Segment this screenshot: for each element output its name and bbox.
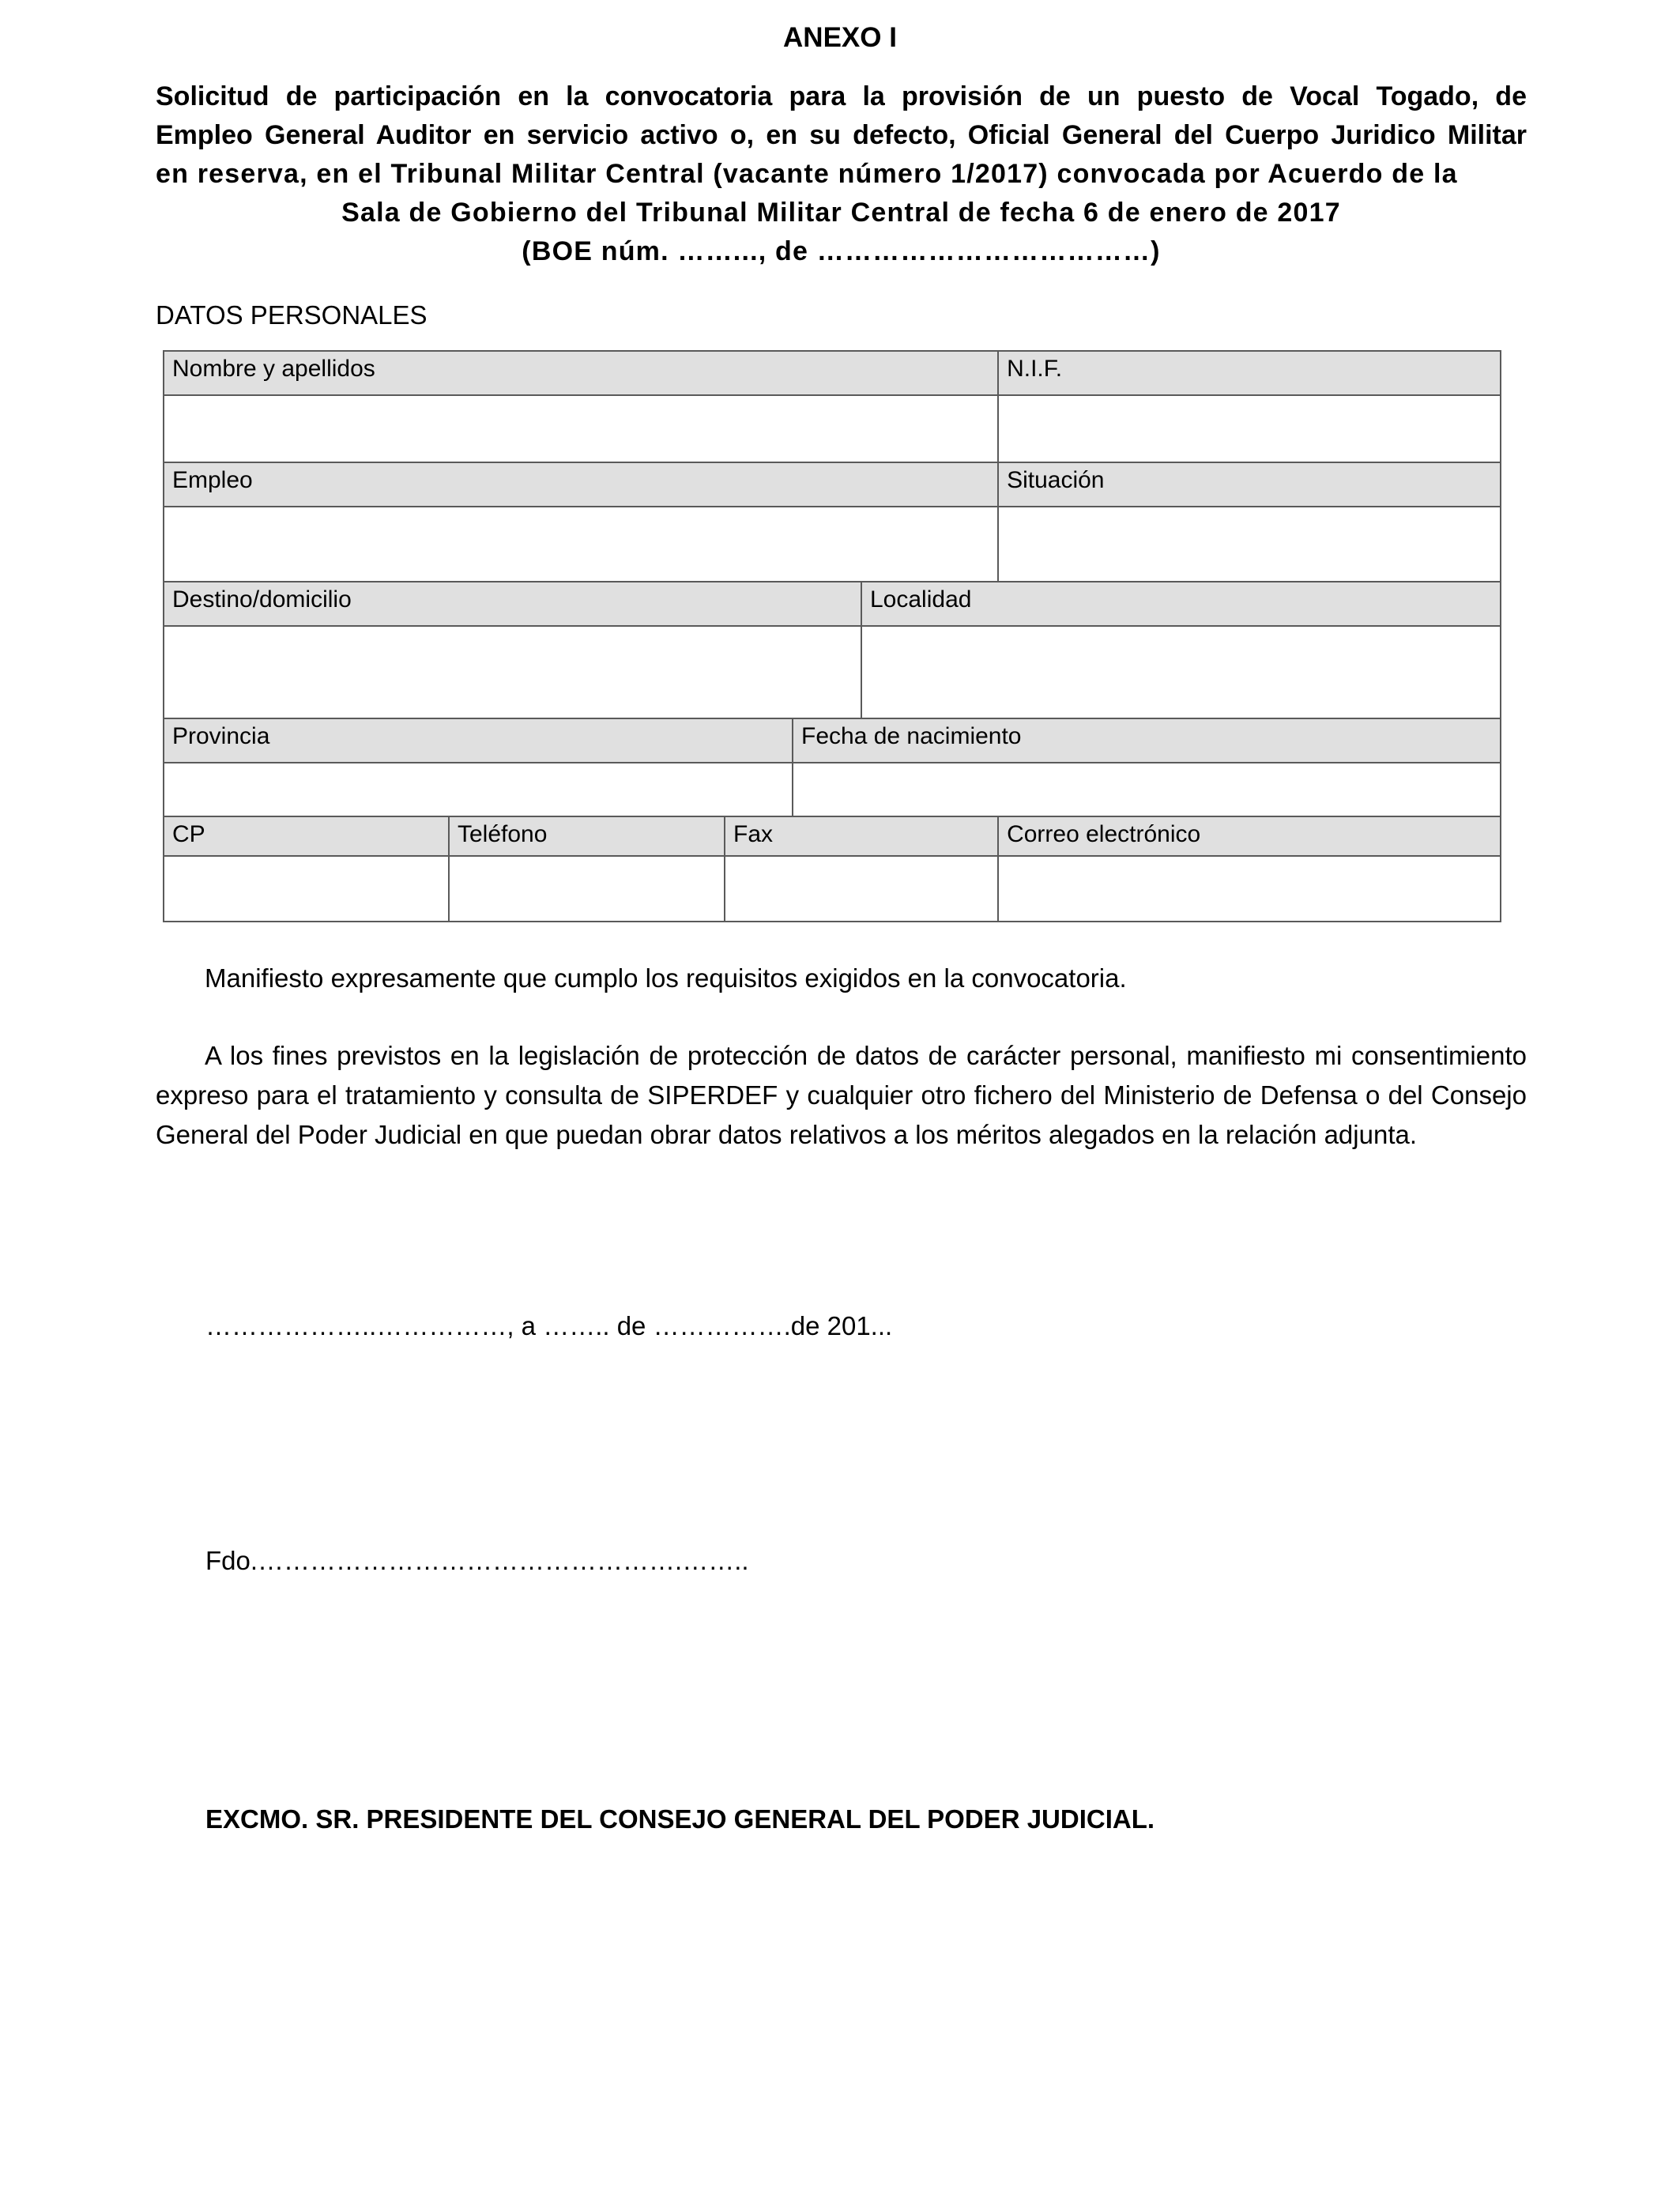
annex-title: ANEXO I xyxy=(783,22,897,53)
field-fax[interactable] xyxy=(725,856,998,922)
requirements-statement: Manifiesto expresamente que cumplo los requisitos exigidos en la convocatoria. xyxy=(205,963,1127,993)
application-heading xyxy=(156,77,1527,271)
heading-line-1: Solicitud de participación en la convocatoria para la provisión de un puesto de Vocal Togado, de xyxy=(156,81,1527,111)
label-destino-domicilio: Destino/domicilio xyxy=(164,582,861,626)
field-localidad[interactable] xyxy=(861,626,1501,718)
section-label-personal-data: DATOS PERSONALES xyxy=(156,300,428,330)
label-nif: N.I.F. xyxy=(998,351,1501,395)
heading-line-4: Sala de Gobierno del Tribunal Militar Central de fecha 6 de enero de 2017 xyxy=(341,198,1341,228)
label-cp: CP xyxy=(164,816,449,856)
data-consent-statement: A los fines previstos en la legislación de protección de datos de carácter personal, manifiesto mi consentimiento expreso para el tratamiento y consulta de SIPERDEF y cualquier otro fichero del Ministerio de Defensa o del Consejo General del Poder Judicial en que puedan obrar datos relativos a los méritos alegados en la relación adjunta. xyxy=(156,1041,1527,1149)
label-localidad: Localidad xyxy=(861,582,1501,626)
field-cp[interactable] xyxy=(164,856,449,922)
signature-line: Fdo.………………………………………….…….. xyxy=(205,1546,749,1575)
field-empleo[interactable] xyxy=(164,507,998,582)
label-telefono: Teléfono xyxy=(449,816,725,856)
label-fecha-nacimiento: Fecha de nacimiento xyxy=(793,718,1501,763)
label-empleo: Empleo xyxy=(164,462,998,507)
field-nif[interactable] xyxy=(998,395,1501,462)
heading-line-3: en reserva, en el Tribunal Militar Central (vacante número 1/2017) convocada por Acuerdo de la xyxy=(156,159,1458,189)
field-nombre-apellidos[interactable] xyxy=(164,395,998,462)
heading-line-2: Empleo General Auditor en servicio activo o, en su defecto, Oficial General del Cuerpo Juridico Militar xyxy=(156,120,1527,150)
label-fax: Fax xyxy=(725,816,998,856)
label-provincia: Provincia xyxy=(164,718,793,763)
field-provincia[interactable] xyxy=(164,763,793,816)
field-fecha-nacimiento[interactable] xyxy=(793,763,1501,816)
field-telefono[interactable] xyxy=(449,856,725,922)
label-correo-electronico: Correo electrónico xyxy=(998,816,1501,856)
field-correo-electronico[interactable] xyxy=(998,856,1501,922)
field-destino-domicilio[interactable] xyxy=(164,626,861,718)
label-nombre-apellidos: Nombre y apellidos xyxy=(164,351,998,395)
heading-line-5: (BOE núm. ……..., de ………………………………) xyxy=(522,236,1161,266)
personal-data-table xyxy=(163,350,1501,922)
field-situacion[interactable] xyxy=(998,507,1501,582)
label-situacion: Situación xyxy=(998,462,1501,507)
addressee: EXCMO. SR. PRESIDENTE DEL CONSEJO GENERAL DEL PODER JUDICIAL. xyxy=(205,1804,1155,1834)
place-date-line: ………………..……………, a …….. de …………….de 201... xyxy=(205,1311,893,1340)
